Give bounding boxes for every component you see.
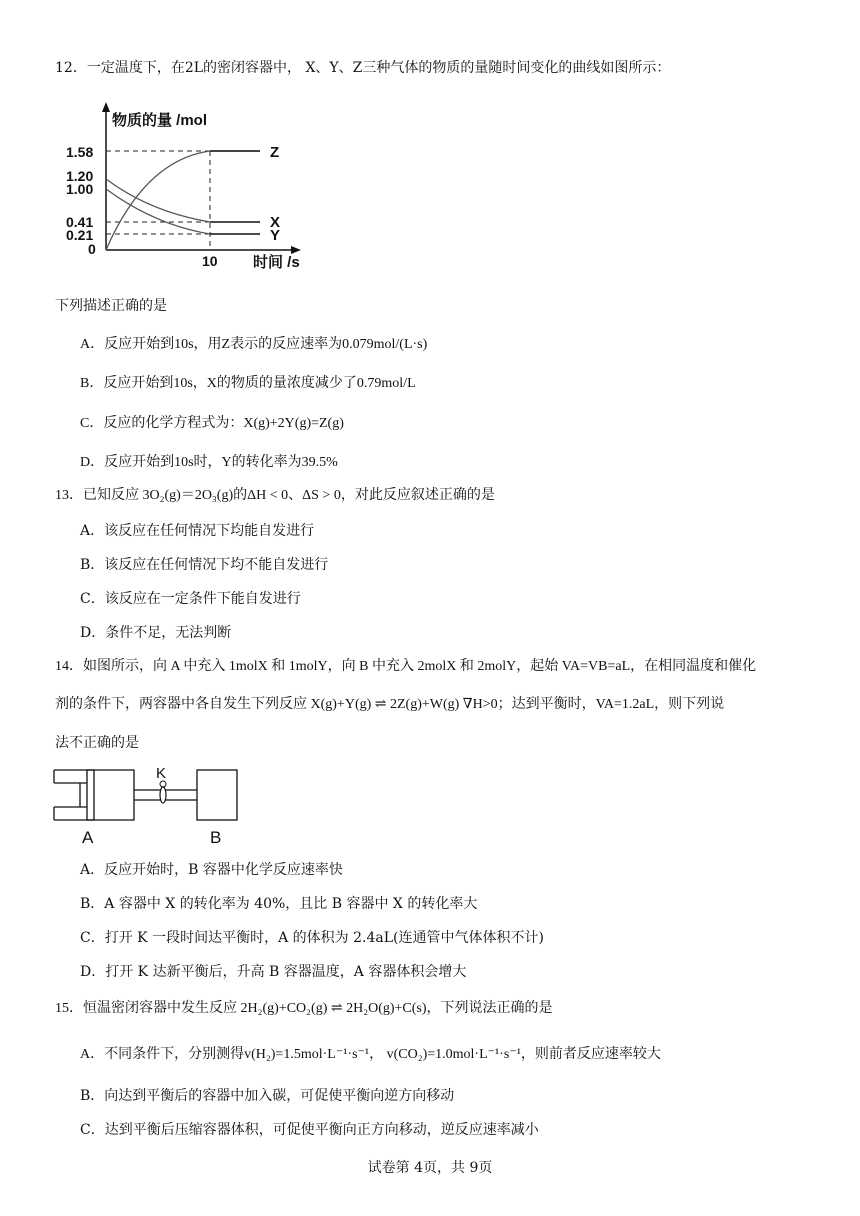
series-label-z: Z <box>270 144 280 161</box>
q14-stem-line1: 14．如图所示，向 A 中充入 1molX 和 1molY，向 B 中充入 2molX 和 2molY，起始 VA=VB=aL，在相同温度和催化 <box>55 659 757 674</box>
xtick-label: 10 <box>202 253 218 269</box>
q14-stem-line3: 法不正确的是 <box>55 735 139 751</box>
ytick-label: 1.58 <box>66 144 94 160</box>
series-label-x: X <box>270 214 281 231</box>
q13-option-b[interactable]: B．该反应在任何情况下均不能自发进行 <box>80 557 329 573</box>
q12-option-d[interactable]: D．反应开始到10s时，Y的转化率为39.5% <box>80 455 338 470</box>
q12-prompt: 下列描述正确的是 <box>55 298 167 314</box>
q13-option-c[interactable]: C．该反应在一定条件下能自发进行 <box>80 591 301 607</box>
q12-graph <box>60 100 335 280</box>
y-axis-label: 物质的量 /mol <box>112 112 208 129</box>
x-axis-label: 时间 /s <box>253 254 300 271</box>
curve-z <box>106 151 260 250</box>
q12-option-b[interactable]: B．反应开始到10s，X的物质的量浓度减少了0.79mol/L <box>80 376 416 391</box>
curve-y <box>106 189 210 234</box>
q14-option-d[interactable]: D．打开 K 达新平衡后，升高 B 容器温度，A 容器体积会增大 <box>80 964 467 980</box>
q15-option-b[interactable]: B．向达到平衡后的容器中加入碳，可促使平衡向逆方向移动 <box>80 1088 455 1104</box>
q12-option-c[interactable]: C．反应的化学方程式为：X(g)+2Y(g)=Z(g) <box>80 416 344 431</box>
q12-stem: 12．一定温度下，在2L的密闭容器中， X、Y、Z三种气体的物质的量随时间变化的曲线如图所示： <box>55 60 671 76</box>
q13-stem: 13．已知反应 3O₂(g)＝2O₃(g)的ΔH < 0、ΔS > 0，对此反应叙述正确的是 <box>55 488 495 503</box>
container-b <box>197 770 237 820</box>
q15-option-a[interactable]: A．不同条件下，分别测得v(H₂)=1.5mol·L⁻¹·s⁻¹， v(CO₂)=1.0mol·L⁻¹·s⁻¹，则前者反应速率较大 <box>80 1047 661 1062</box>
q14-option-a[interactable]: A．反应开始时，B 容器中化学反应速率快 <box>80 862 343 878</box>
q12-option-a[interactable]: A．反应开始到10s，用Z表示的反应速率为0.079mol/(L·s) <box>80 337 428 352</box>
label-b: B <box>210 828 222 847</box>
q13-option-d[interactable]: D．条件不足，无法判断 <box>80 625 232 641</box>
q14-option-c[interactable]: C．打开 K 一段时间达平衡时，A 的体积为 2.4aL(连通管中气体体积不计) <box>80 930 544 946</box>
piston <box>87 770 94 820</box>
q15-stem: 15．恒温密闭容器中发生反应 2H₂(g)+CO₂(g) ⇌ 2H₂O(g)+C(s)，下列说法正确的是 <box>55 1001 553 1016</box>
series-label-y: Y <box>270 227 281 244</box>
ytick-label: 1.00 <box>66 181 94 197</box>
q13-option-a[interactable]: A．该反应在任何情况下均能自发进行 <box>80 523 315 539</box>
ytick-label: 0.41 <box>66 214 94 230</box>
q14-option-b[interactable]: B．A 容器中 X 的转化率为 40%，且比 B 容器中 X 的转化率大 <box>80 896 478 912</box>
ytick-label: 1.20 <box>66 168 94 184</box>
page-footer: 试卷第 4页，共 9页 <box>367 1160 493 1176</box>
ytick-label: 0 <box>88 241 96 257</box>
q14-apparatus-diagram <box>52 765 242 850</box>
ytick-label: 0.21 <box>66 227 94 243</box>
q14-stem-line2: 剂的条件下，两容器中各自发生下列反应 X(g)+Y(g) ⇌ 2Z(g)+W(g) ∇H>0；达到平衡时，VA=1.2aL，则下列说 <box>55 697 725 712</box>
curve-x <box>106 179 210 222</box>
y-axis-arrow <box>102 102 110 112</box>
valve-k-icon <box>160 787 166 803</box>
q15-option-c[interactable]: C．达到平衡后压缩容器体积，可促使平衡向正方向移动，逆反应速率减小 <box>80 1122 539 1138</box>
label-a: A <box>82 828 94 847</box>
x-axis-arrow <box>291 246 301 254</box>
label-k: K <box>156 765 167 782</box>
